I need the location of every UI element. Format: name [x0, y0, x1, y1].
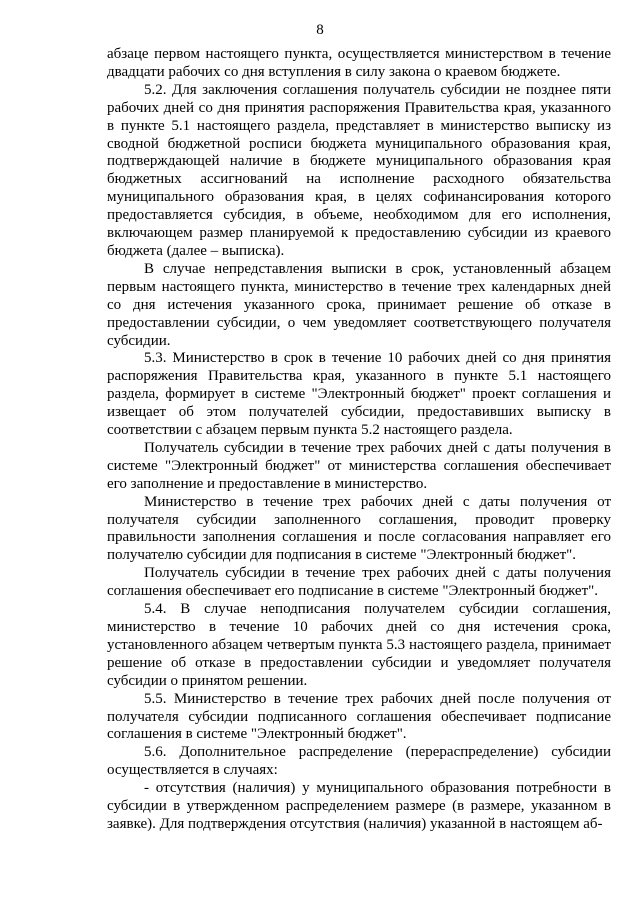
- page-number: 8: [316, 22, 324, 38]
- paragraph-recipient-sign: Получатель субсидии в течение трех рабочих дней с даты получения соглашения обеспечивает его подписание в системе "Электронный бюджет".: [107, 565, 611, 600]
- paragraph-5-4: 5.4. В случае неподписания получателем субсидии соглашения, министерство в течение 10 рабочих дней со дня истечения срока, установленного абзацем четвертым пункта 5.3 настоящего раздела, принимает решение об отказе в предоставлении субсидии и уведомляет получателя субсидии о принятом решении.: [107, 601, 611, 689]
- paragraph-5-5: 5.5. Министерство в течение трех рабочих дней после получения от получателя субсидии подписанного соглашения обеспечивает подписание соглашения в системе "Электронный бюджет".: [107, 690, 611, 743]
- paragraph-nonsubmission: В случае непредставления выписки в срок, установленный абзацем первым настоящего пункта, министерство в течение трех календарных дней со дня истечения указанного срока, принимает решение об отказе в предоставлении субсидии, о чем уведомляет соответствующего получателя субсидии.: [107, 260, 611, 349]
- paragraph-5-3: 5.3. Министерство в срок в течение 10 рабочих дней со дня принятия распоряжения Правительства края, указанного в пункте 5.1 настоящего раздела, формирует в системе "Электронный бюджет" проект соглашения и извещает об этом получателей субсидии, предоставивших выписку в соответствии с абзацем первым пункта 5.2 настоящего раздела.: [107, 350, 611, 439]
- document-body: [107, 46, 611, 834]
- paragraph-recipient-fill: Получатель субсидии в течение трех рабочих дней с даты получения в системе "Электронный бюджет" от министерства соглашения обеспечивает его заполнение и предоставление в министерство.: [107, 439, 611, 492]
- paragraph-ministry-check: Министерство в течение трех рабочих дней с даты получения от получателя субсидии заполненного соглашения, проводит проверку правильности заполнения соглашения и после согласования направляет его получателю субсидии для подписания в системе "Электронный бюджет".: [107, 493, 611, 564]
- paragraph-5-2: 5.2. Для заключения соглашения получатель субсидии не позднее пяти рабочих дней со дня принятия распоряжения Правительства края, указанного в пункте 5.1 настоящего раздела, представляет в министерство выписку из сводной бюджетной росписи бюджета муниципального образования края, подтверждающей наличие в бюджете муниципального образования края бюджетных ассигнований на исполнение расходного обязательства муниципального образования края, в целях софинансирования которого предоставляется субсидия, в объеме, необходимом для его исполнения, включающем размер планируемой к предоставлению субсидии из краевого бюджета (далее – выписка).: [107, 81, 611, 259]
- paragraph-5-6-item: - отсутствия (наличия) у муниципального образования потребности в субсидии в утвержденном распределением размере (в размере, указанном в заявке). Для подтверждения отсутствия (наличия) указанной в настоящем аб-: [107, 780, 611, 832]
- paragraph-5-6: 5.6. Дополнительное распределение (перераспределение) субсидии осуществляется в случаях:: [107, 744, 611, 779]
- paragraph-0: абзаце первом настоящего пункта, осуществляется министерством в течение двадцати рабочих со дня вступления в силу закона о краевом бюджете.: [107, 46, 611, 80]
